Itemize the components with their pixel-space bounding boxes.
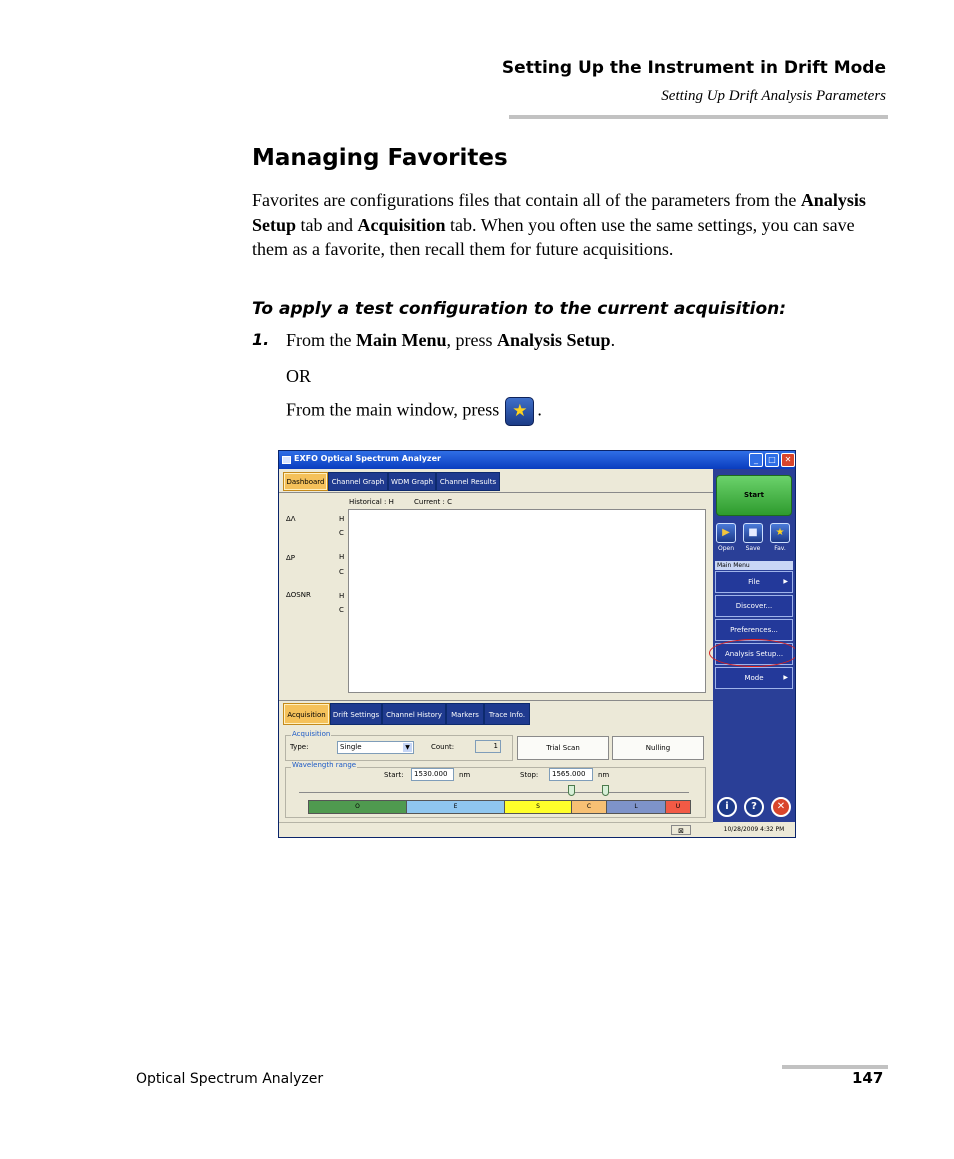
menu-item-discover[interactable]: Discover... <box>715 595 793 617</box>
step-text: . <box>610 330 616 350</box>
bottom-tab-bar <box>283 703 530 725</box>
window-title: EXFO Optical Spectrum Analyzer <box>294 454 441 463</box>
nulling-button[interactable]: Nulling <box>612 736 704 760</box>
info-icon: i <box>725 801 729 812</box>
close-button[interactable]: ✕ <box>781 453 795 467</box>
page-number: 147 <box>852 1069 884 1087</box>
help-icon: ? <box>751 801 757 812</box>
or-text: OR <box>286 366 312 386</box>
menu-item-preferences[interactable]: Preferences... <box>715 619 793 641</box>
para-text: tab. When you often use the same settings, you can save them as a favorite, then recall them for future acquisitions. <box>252 214 855 259</box>
footer-product-name: Optical Spectrum Analyzer <box>136 1071 324 1087</box>
row-label-delta-p: ΔP <box>286 554 296 562</box>
favorites-button-inline[interactable] <box>505 397 534 426</box>
maximize-button[interactable]: □ <box>765 453 779 467</box>
row-h: H <box>339 515 345 523</box>
chevron-right-icon: ▶ <box>783 578 788 585</box>
running-header-title: Setting Up the Instrument in Drift Mode <box>501 58 886 78</box>
app-icon <box>282 456 291 464</box>
row-c: C <box>339 568 344 576</box>
intro-paragraph <box>252 188 892 262</box>
menu-item-file[interactable] <box>715 571 793 593</box>
para-bold-acquisition: Acquisition <box>357 214 446 235</box>
menu-item-label: Mode <box>744 674 764 682</box>
running-header-subtitle: Setting Up Drift Analysis Parameters <box>661 88 886 104</box>
osa-window <box>278 450 796 838</box>
star-icon: ★ <box>512 401 528 421</box>
type-label: Type: <box>290 743 309 751</box>
count-field[interactable]: 1 <box>475 740 501 753</box>
band-c: C <box>571 800 607 814</box>
main-menu-title: Main Menu <box>715 561 793 570</box>
start-wavelength-field[interactable]: 1530.000 <box>411 768 454 781</box>
tab-drift-settings[interactable]: Drift Settings <box>330 703 382 725</box>
start-label: Start: <box>384 771 404 779</box>
tab-dashboard[interactable]: Dashboard <box>283 472 328 491</box>
open-label: Open <box>717 545 735 552</box>
step-1-text <box>286 330 615 351</box>
menu-item-mode[interactable] <box>715 667 793 689</box>
window-titlebar <box>279 451 795 469</box>
wavelength-group-label: Wavelength range <box>292 761 357 769</box>
para-text: tab and <box>296 214 358 235</box>
historical-label: Historical : H <box>349 498 394 506</box>
band-s: S <box>504 800 572 814</box>
band-u: U <box>665 800 691 814</box>
tab-wdm-graph[interactable]: WDM Graph <box>388 472 436 491</box>
bottom-divider <box>279 700 713 701</box>
step-bold-analysis-setup: Analysis Setup <box>497 330 611 350</box>
band-o: O <box>308 800 407 814</box>
step-bold-main-menu: Main Menu <box>356 330 447 350</box>
save-button[interactable] <box>743 523 763 543</box>
row-c: C <box>339 606 344 614</box>
info-button[interactable] <box>717 797 737 817</box>
tab-trace-info[interactable]: Trace Info. <box>484 703 530 725</box>
star-icon: ★ <box>775 527 785 538</box>
favorites-button[interactable] <box>770 523 790 543</box>
minimize-button[interactable]: _ <box>749 453 763 467</box>
open-button[interactable] <box>716 523 736 543</box>
tab-channel-graph[interactable]: Channel Graph <box>328 472 388 491</box>
start-unit: nm <box>459 771 471 779</box>
tab-divider <box>279 492 713 493</box>
step-1-alt <box>286 397 542 426</box>
status-datetime: 10/28/2009 4:32 PM <box>713 822 795 837</box>
range-start-handle[interactable] <box>568 785 575 796</box>
para-bold-analysis-setup: Analysis Setup <box>252 190 866 235</box>
band-e: E <box>406 800 505 814</box>
highlight-ellipse <box>709 639 796 667</box>
stop-unit: nm <box>598 771 610 779</box>
acquisition-group-label: Acquisition <box>292 730 331 738</box>
top-tab-bar <box>283 472 500 492</box>
remote-status-icon: ⊠ <box>671 825 691 835</box>
type-value: Single <box>340 743 362 751</box>
step-text: From the <box>286 330 356 350</box>
menu-item-analysis-setup[interactable]: Analysis Setup... <box>715 643 793 665</box>
fav-label: Fav. <box>774 545 786 552</box>
menu-item-label: File <box>748 578 760 586</box>
row-label-delta-osnr: ΔOSNR <box>286 591 311 599</box>
tab-channel-results[interactable]: Channel Results <box>436 472 500 491</box>
drift-graph-area <box>348 509 706 693</box>
chevron-down-icon[interactable]: ▼ <box>403 743 412 752</box>
section-heading: Managing Favorites <box>252 145 508 171</box>
header-rule <box>509 115 888 119</box>
stop-wavelength-field[interactable]: 1565.000 <box>549 768 593 781</box>
row-c: C <box>339 529 344 537</box>
range-slider-track[interactable] <box>299 792 689 793</box>
step-text: , press <box>446 330 498 350</box>
para-text: Favorites are configurations files that contain all of the parameters from the <box>252 190 801 210</box>
trial-scan-button[interactable]: Trial Scan <box>517 736 609 760</box>
start-button[interactable]: Start <box>716 475 792 516</box>
count-label: Count: <box>431 743 455 751</box>
tab-markers[interactable]: Markers <box>446 703 484 725</box>
save-label: Save <box>745 545 761 552</box>
status-bar <box>279 822 713 838</box>
tab-acquisition[interactable]: Acquisition <box>283 703 330 725</box>
current-label: Current : C <box>414 498 452 506</box>
exit-icon: ✕ <box>776 801 786 812</box>
alt-text: From the main window, press <box>286 399 500 420</box>
band-l: L <box>606 800 666 814</box>
alt-end: . <box>537 399 542 420</box>
type-select[interactable] <box>337 741 414 754</box>
row-h: H <box>339 553 345 561</box>
row-h: H <box>339 592 345 600</box>
stop-label: Stop: <box>520 771 539 779</box>
save-icon: ■ <box>748 527 758 538</box>
range-stop-handle[interactable] <box>602 785 609 796</box>
help-button[interactable] <box>744 797 764 817</box>
procedure-title: To apply a test configuration to the current acquisition: <box>252 299 787 319</box>
chevron-right-icon: ▶ <box>783 674 788 681</box>
row-label-delta-lambda: ΔΛ <box>286 515 296 523</box>
folder-icon: ▶ <box>722 527 730 538</box>
step-number: 1. <box>252 330 270 349</box>
tab-channel-history[interactable]: Channel History <box>382 703 446 725</box>
exit-button[interactable] <box>771 797 791 817</box>
